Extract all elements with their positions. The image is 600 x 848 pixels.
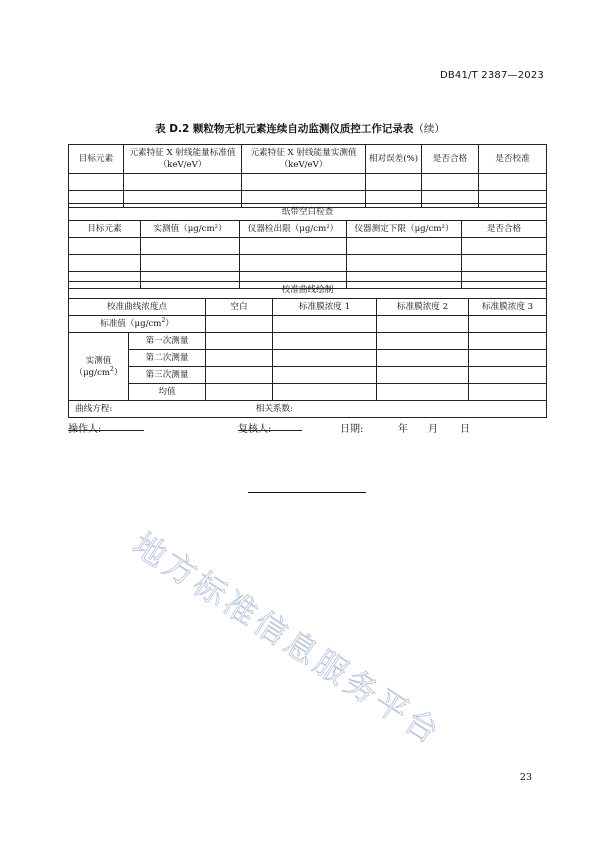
header-target-element: 目标元素 xyxy=(69,145,124,174)
header-quantitation-limit: 仪器测定下限（μg/cm²） xyxy=(347,221,462,238)
standard-number: DB41/T 2387—2023 xyxy=(439,70,544,81)
empty-cell xyxy=(469,350,547,367)
empty-cell xyxy=(377,384,469,401)
empty-cell xyxy=(347,238,462,255)
empty-cell xyxy=(377,367,469,384)
header-detection-limit: 仪器检出限（μg/cm²） xyxy=(240,221,347,238)
empty-cell xyxy=(242,174,366,191)
curve-equation-row xyxy=(69,401,547,418)
page-number: 23 xyxy=(519,772,532,783)
header-std-conc-3: 标准膜浓度 3 xyxy=(469,299,547,316)
header-qualified: 是否合格 xyxy=(422,145,479,174)
table-row xyxy=(69,174,547,191)
empty-cell xyxy=(124,174,242,191)
tape-blank-title: 纸带空白检查 xyxy=(69,204,547,221)
reviewer-label: 复核人: xyxy=(238,424,272,435)
empty-cell xyxy=(479,174,547,191)
table-row xyxy=(69,238,547,255)
empty-cell xyxy=(469,367,547,384)
header-measured-energy: 元素特征 X 射线能量实测值（keV/eV） xyxy=(242,145,366,174)
empty-cell xyxy=(69,255,141,272)
calibration-title: 校准曲线绘制 xyxy=(69,282,547,299)
empty-cell xyxy=(206,367,273,384)
empty-cell xyxy=(273,316,377,333)
empty-cell xyxy=(469,316,547,333)
calibration-header-row xyxy=(69,299,547,316)
tape-header-row xyxy=(69,221,547,238)
empty-cell xyxy=(206,333,273,350)
header-measured-value: 实测值（μg/cm²） xyxy=(141,221,240,238)
empty-cell xyxy=(69,238,141,255)
operator-label: 操作人: xyxy=(68,424,102,435)
empty-cell xyxy=(273,350,377,367)
empty-cell xyxy=(141,255,240,272)
empty-cell xyxy=(422,174,479,191)
measurement-label: 均值 xyxy=(129,384,206,401)
tape-blank-table xyxy=(68,203,547,289)
standard-value-label: 标准值$(\mu g/cm^2)$ xyxy=(69,316,206,333)
calibration-table xyxy=(68,281,547,418)
section-title-row xyxy=(69,282,547,299)
curve-equation-cell xyxy=(69,401,547,418)
empty-cell xyxy=(273,333,377,350)
caption-continued: （续） xyxy=(413,123,445,135)
date-label: 日期: xyxy=(340,424,364,435)
header-std-conc-1: 标准膜浓度 1 xyxy=(273,299,377,316)
header-qualified: 是否合格 xyxy=(462,221,547,238)
empty-cell xyxy=(206,350,273,367)
empty-cell xyxy=(347,255,462,272)
empty-cell xyxy=(469,384,547,401)
measurement-row xyxy=(69,350,547,367)
curve-equation-label: 曲线方程: xyxy=(75,404,113,414)
empty-cell xyxy=(377,350,469,367)
empty-cell xyxy=(377,333,469,350)
empty-cell xyxy=(462,238,547,255)
empty-cell xyxy=(141,238,240,255)
end-rule xyxy=(248,492,366,493)
correlation-label: 相关系数: xyxy=(255,404,294,414)
header-blank: 空白 xyxy=(206,299,273,316)
header-concentration-point: 校准曲线浓度点 xyxy=(69,299,206,316)
empty-cell xyxy=(206,384,273,401)
caption-title: 表 D.2 颗粒物无机元素连续自动监测仪质控工作记录表 xyxy=(155,123,414,135)
empty-cell xyxy=(462,255,547,272)
measured-value-label: 实测值 $(\mu g/cm^2)$ xyxy=(69,333,129,401)
empty-cell xyxy=(69,174,124,191)
year-label: 年 xyxy=(398,424,408,435)
energy-check-table xyxy=(68,144,547,208)
energy-header-row xyxy=(69,145,547,174)
header-calibrated: 是否校准 xyxy=(479,145,547,174)
empty-cell xyxy=(469,333,547,350)
empty-cell xyxy=(273,367,377,384)
empty-cell xyxy=(206,316,273,333)
empty-cell xyxy=(240,238,347,255)
measurement-row xyxy=(69,367,547,384)
header-relative-error: 相对误差(%) xyxy=(366,145,422,174)
measurement-label: 第一次测量 xyxy=(129,333,206,350)
standard-value-row xyxy=(69,316,547,333)
empty-cell xyxy=(377,316,469,333)
section-title-row xyxy=(69,204,547,221)
empty-cell xyxy=(240,255,347,272)
day-label: 日 xyxy=(460,424,470,435)
measurement-label: 第二次测量 xyxy=(129,350,206,367)
empty-cell xyxy=(366,174,422,191)
table-row xyxy=(69,255,547,272)
measurement-label: 第三次测量 xyxy=(129,367,206,384)
table-caption xyxy=(0,121,600,136)
header-std-conc-2: 标准膜浓度 2 xyxy=(377,299,469,316)
empty-cell xyxy=(273,384,377,401)
header-target-element: 目标元素 xyxy=(69,221,141,238)
watermark: 地方标准信息服务平台 xyxy=(126,525,449,753)
measurement-row xyxy=(69,333,547,350)
header-standard-energy: 元素特征 X 射线能量标准值（keV/eV） xyxy=(124,145,242,174)
month-label: 月 xyxy=(428,424,438,435)
measurement-row xyxy=(69,384,547,401)
